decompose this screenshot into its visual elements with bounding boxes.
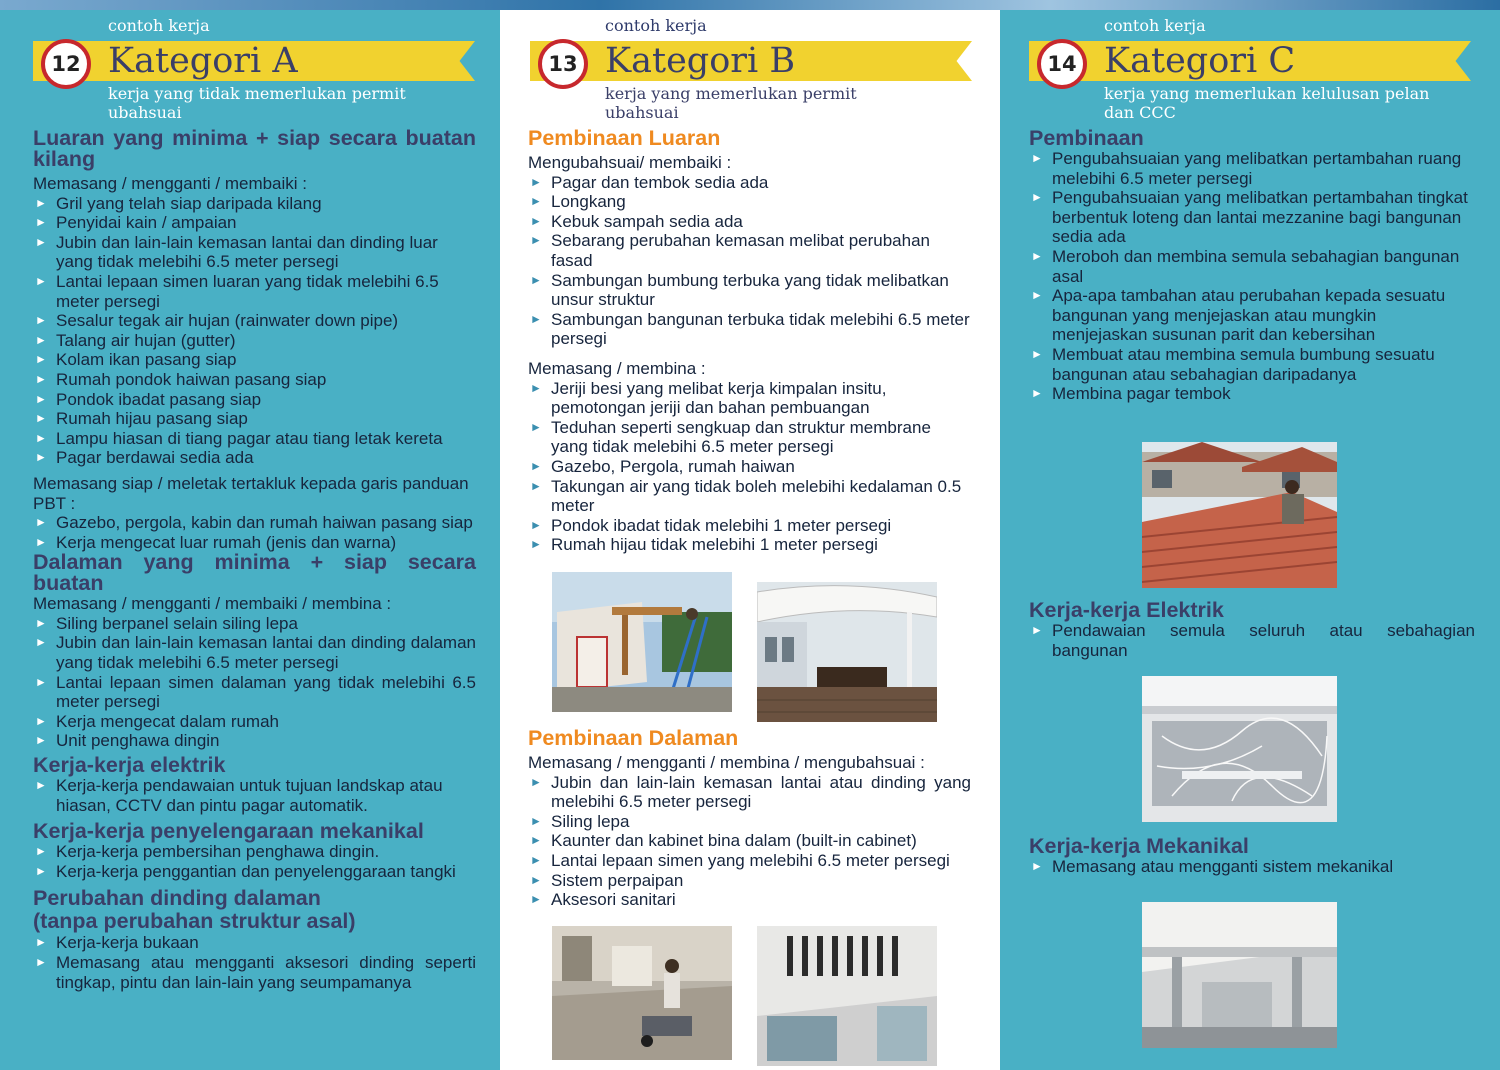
photo-rewiring [1142,676,1337,822]
category-number-badge: 14 [1037,39,1087,89]
section-heading: Pembinaan [1029,126,1144,150]
kicker-text: contoh kerja [108,16,210,35]
group-intro: Memasang / mengganti / membaiki : [33,174,308,193]
arrow-bullet-icon: ► [530,380,542,395]
arrow-bullet-icon: ► [35,778,47,793]
arrow-bullet-icon: ► [530,774,542,789]
arrow-bullet-icon: ► [530,419,542,434]
list-item: ► Kolam ikan pasang siap [35,350,237,370]
arrow-bullet-icon: ► [1031,386,1043,401]
arrow-bullet-icon: ► [35,352,47,367]
kicker-text: contoh kerja [1104,16,1206,35]
list-item: ► Kerja-kerja bukaan [35,933,199,953]
item-list [33,776,476,815]
arrow-bullet-icon: ► [1031,190,1043,205]
item-list [33,842,476,881]
group-intro: Mengubahsuai/ membaiki : [528,153,732,172]
arrow-bullet-icon: ► [35,863,47,878]
category-number-badge: 12 [41,39,91,89]
arrow-bullet-icon: ► [35,844,47,859]
list-item: ► Jubin dan lain-lain kemasan lantai atau dinding yang melebihi 6.5 meter persegi [530,772,971,812]
arrow-bullet-icon: ► [35,430,47,445]
group-intro: Memasang / membina : [528,358,706,378]
group-intro: Memasang / mengganti / membina / mengubahsuai : [528,753,925,772]
arrow-bullet-icon: ► [35,234,47,249]
list-item: ► Kerja mengecat luar rumah (jenis dan warna) [35,532,397,552]
list-item: ► Talang air hujan (gutter) [35,330,236,350]
list-item: ► Sambungan bumbung terbuka yang tidak melibatkan unsur struktur [530,270,949,310]
list-item: ► Gril yang telah siap daripada kilang [35,193,322,213]
list-item: ► Rumah hijau tidak melebihi 1 meter persegi [530,535,878,555]
list-item: ► Pendawaian semula seluruh atau sebahagian bangunan [1031,621,1475,660]
arrow-bullet-icon: ► [35,273,47,288]
list-item: ► Pondok ibadat tidak melebihi 1 meter persegi [530,515,892,535]
list-item: ► Jubin dan lain-lain kemasan lantai dan dinding dalaman yang tidak melebihi 6.5 meter persegi [35,633,476,673]
item-list [528,379,971,555]
category-subtitle: kerja yang memerlukan kelulusan pelan dan CCC [1104,84,1430,122]
photo-mechanical-system [1142,902,1337,1048]
arrow-bullet-icon: ► [35,955,47,969]
list-item: ► Kerja-kerja pembersihan penghawa dingin. [35,842,380,862]
list-item: ► Sebarang perubahan kemasan melibat perubahan fasad [530,231,930,270]
list-item: ► Memasang atau mengganti sistem mekanikal [1031,857,1394,876]
arrow-bullet-icon: ► [530,213,542,228]
arrow-bullet-icon: ► [35,215,47,230]
item-list [1029,621,1475,660]
arrow-bullet-icon: ► [530,458,542,473]
section-heading: Dalaman yang minima + siap secara buatan [33,550,476,596]
section-heading: Luaran yang minima + siap secara buatan kilang [33,126,476,171]
arrow-bullet-icon: ► [35,733,47,748]
list-item: ► Kaunter dan kabinet bina dalam (built-in cabinet) [530,831,917,851]
list-item: ► Pondok ibadat pasang siap [35,389,262,409]
panel-content [528,128,971,555]
arrow-bullet-icon: ► [530,892,542,907]
category-number-badge: 13 [538,39,588,89]
kicker-text: contoh kerja [605,16,707,35]
list-item: ► Pengubahsuaian yang melibatkan pertambahan tingkat berbentuk loteng dan lantai mezzanine bagi bangunan sedia ada [1031,188,1468,247]
panel-content-mechanical [1029,836,1475,877]
section-heading: Kerja-kerja elektrik [33,753,226,778]
list-item: ► Aksesori sanitari [530,890,676,910]
arrow-bullet-icon: ► [35,332,47,347]
list-item: ► Kebuk sampah sedia ada [530,211,743,231]
list-item: ► Gazebo, pergola, kabin dan rumah haiwan pasang siap [35,513,473,533]
list-item: ► Membina pagar tembok [1031,384,1231,404]
item-list [33,513,476,552]
section-heading: Perubahan dinding dalaman (tanpa perubahan struktur asal) [33,886,356,934]
list-item: ► Sistem perpaipan [530,870,684,890]
panel-kategori-b [500,10,1000,1070]
list-item: ► Siling berpanel selain siling lepa [35,613,298,633]
item-list [33,933,476,992]
arrow-bullet-icon: ► [1031,859,1043,873]
arrow-bullet-icon: ► [530,478,542,493]
arrow-bullet-icon: ► [35,195,47,210]
arrow-bullet-icon: ► [35,450,47,465]
list-item: ► Sambungan bangunan terbuka tidak melebihi 6.5 meter persegi [530,309,970,349]
item-list [33,614,476,751]
arrow-bullet-icon: ► [530,872,542,887]
item-list [528,173,971,349]
list-item: ► Lampu hiasan di tiang pagar atau tiang letak kereta [35,428,443,448]
arrow-bullet-icon: ► [530,852,542,867]
list-item: ► Apa-apa tambahan atau perubahan kepada sesuatu bangunan yang menjejaskan atau mungkin menjejaskan susunan parit dan kebersihan [1031,286,1446,345]
arrow-bullet-icon: ► [35,674,47,689]
photo-membrane-canopy [757,582,937,722]
arrow-bullet-icon: ► [35,534,47,549]
arrow-bullet-icon: ► [35,411,47,426]
panel-content-lower [528,728,971,910]
category-subtitle: kerja yang memerlukan permit ubahsuai [605,84,857,122]
list-item: ► Siling lepa [530,811,630,831]
category-title: Kategori B [605,41,796,81]
category-title: Kategori C [1104,41,1296,81]
photo-plaster-ceiling [757,926,937,1066]
arrow-bullet-icon: ► [1031,151,1043,165]
arrow-bullet-icon: ► [1031,346,1043,361]
item-list [33,194,476,468]
arrow-bullet-icon: ► [530,813,542,828]
arrow-bullet-icon: ► [1031,623,1043,637]
category-subtitle: kerja yang tidak memerlukan permit ubahsuai [108,84,406,122]
arrow-bullet-icon: ► [530,311,542,326]
photo-exterior-pergola-work [552,572,732,712]
list-item: ► Teduhan seperti sengkuap dan struktur membrane yang tidak melebihi 6.5 meter persegi [530,417,931,457]
photo-interior-tiling [552,926,732,1060]
list-item: ► Penyidai kain / ampaian [35,213,237,233]
arrow-bullet-icon: ► [1031,248,1043,263]
list-item: ► Takungan air yang tidak boleh melebihi kedalaman 0.5 meter [530,476,962,516]
section-heading: Kerja-kerja Elektrik [1029,598,1224,622]
category-title: Kategori A [108,41,298,81]
arrow-bullet-icon: ► [35,313,47,328]
item-list [1029,857,1475,877]
section-heading: Kerja-kerja penyelengaraan mekanikal [33,819,424,844]
list-item: ► Meroboh dan membina semula sebahagian bangunan asal [1031,246,1460,286]
arrow-bullet-icon: ► [35,515,47,530]
list-item: ► Kerja-kerja pendawaian untuk tujuan landskap atau hiasan, CCTV dan pintu pagar automatik. [35,776,443,815]
section-heading: Pembinaan Dalaman [528,726,739,750]
list-item: ► Lantai lepaan simen dalaman yang tidak melebihi 6.5 meter persegi [35,672,476,712]
arrow-bullet-icon: ► [530,233,542,248]
photo-roof-repair [1142,442,1337,588]
arrow-bullet-icon: ► [35,391,47,406]
list-item: ► Kerja-kerja penggantian dan penyelenggaraan tangki [35,861,456,881]
list-item: ► Pagar berdawai sedia ada [35,448,254,468]
group-intro: Memasang siap / meletak tertakluk kepada garis panduan PBT : [33,473,469,513]
section-heading: Kerja-kerja Mekanikal [1029,834,1249,858]
panel-content [33,128,476,992]
list-item: ► Unit penghawa dingin [35,731,220,751]
panel-kategori-a [0,10,500,1070]
arrow-bullet-icon: ► [35,371,47,386]
arrow-bullet-icon: ► [35,615,47,630]
arrow-bullet-icon: ► [35,935,47,950]
panel-content-electrical [1029,600,1475,660]
arrow-bullet-icon: ► [530,833,542,848]
arrow-bullet-icon: ► [530,174,542,189]
panel-content [1029,128,1475,404]
list-item: ► Gazebo, Pergola, rumah haiwan [530,456,795,476]
arrow-bullet-icon: ► [530,517,542,532]
arrow-bullet-icon: ► [1031,288,1043,303]
list-item: ► Memasang atau mengganti aksesori dinding seperti tingkap, pintu dan lain-lain yang seumpamanya [35,953,476,992]
arrow-bullet-icon: ► [530,537,542,552]
list-item: ► Jeriji besi yang melibat kerja kimpalan insitu, pemotongan jeriji dan bahan pembuangan [530,378,887,418]
panel-kategori-c [1000,10,1500,1070]
list-item: ► Pengubahsuaian yang melibatkan pertambahan ruang melebihi 6.5 meter persegi [1031,149,1462,188]
list-item: ► Jubin dan lain-lain kemasan lantai dan dinding luar yang tidak melebihi 6.5 meter persegi [35,232,438,272]
group-intro: Memasang / mengganti / membaiki / membina : [33,594,392,614]
list-item: ► Pagar dan tembok sedia ada [530,172,769,192]
list-item: ► Lantai lepaan simen luaran yang tidak melebihi 6.5 meter persegi [35,271,439,311]
list-item: ► Kerja mengecat dalam rumah [35,711,280,731]
list-item: ► Rumah pondok haiwan pasang siap [35,369,327,389]
item-list [528,773,971,910]
top-decorative-strip [0,0,1500,10]
arrow-bullet-icon: ► [530,272,542,287]
list-item: ► Sesalur tegak air hujan (rainwater down pipe) [35,311,399,331]
list-item: ► Longkang [530,192,626,212]
list-item: ► Rumah hijau pasang siap [35,409,248,429]
arrow-bullet-icon: ► [35,635,47,650]
section-heading: Pembinaan Luaran [528,126,721,150]
arrow-bullet-icon: ► [530,194,542,209]
arrow-bullet-icon: ► [35,713,47,728]
list-item: ► Membuat atau membina semula bumbung sesuatu bangunan atau sebahagian daripadanya [1031,344,1435,384]
item-list [1029,149,1475,404]
list-item: ► Lantai lepaan simen yang melebihi 6.5 meter persegi [530,850,950,870]
